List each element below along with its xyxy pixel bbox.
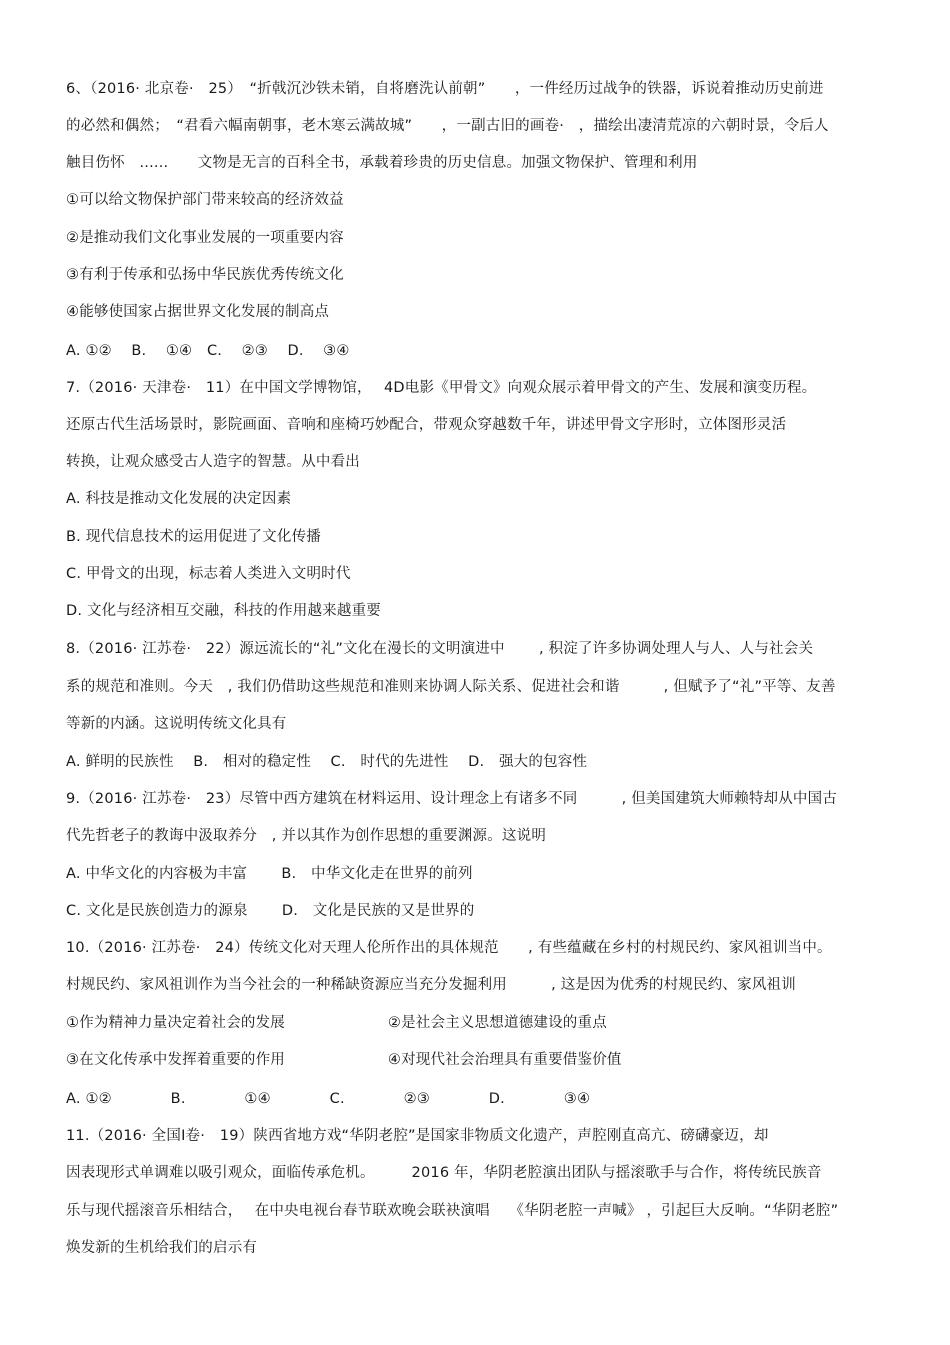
q11-stem-line-4: 焕发新的生机给我们的启示有 — [66, 1240, 258, 1256]
q7-option-d: D. 文化与经济相互交融，科技的作用越来越重要 — [66, 603, 381, 619]
q9-stem-line-2: 代先哲老子的教诲中汲取养分 , 并以其作为创作思想的重要渊源。这说明 — [66, 828, 547, 844]
q6-statement-2: ②是推动我们文化事业发展的一项重要内容 — [66, 230, 344, 246]
q6-options: A. ①② B. ①④ C. ②③ D. ③④ — [66, 343, 350, 359]
q11-stem-line-1: 11.（2016· 全国Ⅰ卷· 19）陕西省地方戏“华阴老腔”是国家非物质文化遗产，声腔刚直高亢、磅礴豪迈，却 — [66, 1128, 769, 1144]
q8-stem-line-1: 8.（2016· 江苏卷· 22）源远流长的“礼”文化在漫长的文明演进中 , 积淀了许多协调处理人与人、人与社会关 — [66, 641, 814, 657]
q10-stem-line-2: 村规民约、家风祖训作为当今社会的一种稀缺资源应当充分发掘利用 , 这是因为优秀的村规民约、家风祖训 — [66, 977, 796, 993]
q9-options-ab: A. 中华文化的内容极为丰富 B. 中华文化走在世界的前列 — [66, 866, 473, 882]
q10-stem-line-1: 10.（2016· 江苏卷· 24）传统文化对天理人伦所作出的具体规范 , 有些蕴藏在乡村的村规民约、家风祖训当中。 — [66, 940, 832, 956]
q8-options: A. 鲜明的民族性 B. 相对的稳定性 C. 时代的先进性 D. 强大的包容性 — [66, 754, 588, 770]
q9-stem-line-1: 9.（2016· 江苏卷· 23）尽管中西方建筑在材料运用、设计理念上有诸多不同 , 但美国建筑大师赖特却从中国古 — [66, 791, 838, 807]
q10-statements-12: ①作为精神力量决定着社会的发展 ②是社会主义思想道德建设的重点 — [66, 1015, 607, 1031]
q7-stem-line-2: 还原古代生活场景时，影院画面、音响和座椅巧妙配合，带观众穿越数千年，讲述甲骨文字形时，立体图形灵活 — [66, 417, 787, 433]
q7-stem-line-1: 7.（2016· 天津卷· 11）在中国文学博物馆， 4D电影《甲骨文》向观众展示着甲骨文的产生、发展和演变历程。 — [66, 380, 817, 396]
q8-stem-line-2: 系的规范和准则。今天 , 我们仍借助这些规范和准则来协调人际关系、促进社会和谐 , 但赋予了“礼”平等、友善 — [66, 679, 836, 695]
q7-option-a: A. 科技是推动文化发展的决定因素 — [66, 491, 292, 507]
q7-stem-line-3: 转换，让观众感受古人造字的智慧。从中看出 — [66, 454, 360, 470]
q6-statement-1: ①可以给文物保护部门带来较高的经济效益 — [66, 192, 344, 208]
q7-option-b: B. 现代信息技术的运用促进了文化传播 — [66, 529, 321, 545]
q11-stem-line-2: 因表现形式单调难以吸引观众，面临传承危机。 2016 年，华阴老腔演出团队与摇滚歌手与合作，将传统民族音 — [66, 1165, 822, 1181]
q6-statement-4: ④能够使国家占据世界文化发展的制高点 — [66, 304, 330, 320]
q10-options: A. ①② B. ①④ C. ②③ D. ③④ — [66, 1091, 591, 1107]
q9-options-cd: C. 文化是民族创造力的源泉 D. 文化是民族的又是世界的 — [66, 903, 475, 919]
q6-stem-line-2: 的必然和偶然； “君看六幅南朝事，老木寒云满故城” ，一副古旧的画卷· ，描绘出凄清荒凉的六朝时景，令后人 — [66, 118, 829, 134]
q6-stem-line-3: 触目伤怀 ...... 文物是无言的百科全书，承载着珍贵的历史信息。加强文物保护、管理和利用 — [66, 155, 698, 171]
q10-statements-34: ③在文化传承中发挥着重要的作用 ④对现代社会治理具有重要借鉴价值 — [66, 1052, 622, 1068]
q11-stem-line-3: 乐与现代摇滚音乐相结合， 在中央电视台春节联欢晚会联袂演唱 《华阴老腔一声喊》 ，引起巨大反响。“华阴老腔” — [66, 1203, 839, 1219]
q8-stem-line-3: 等新的内涵。这说明传统文化具有 — [66, 716, 287, 732]
q6-stem-line-1: 6、（2016· 北京卷· 25） “折戟沉沙铁未销，自将磨洗认前朝” ，一件经历过战争的铁器，诉说着推动历史前进 — [66, 81, 824, 97]
q6-statement-3: ③有利于传承和弘扬中华民族优秀传统文化 — [66, 267, 344, 283]
q7-option-c: C. 甲骨文的出现，标志着人类进入文明时代 — [66, 566, 351, 582]
